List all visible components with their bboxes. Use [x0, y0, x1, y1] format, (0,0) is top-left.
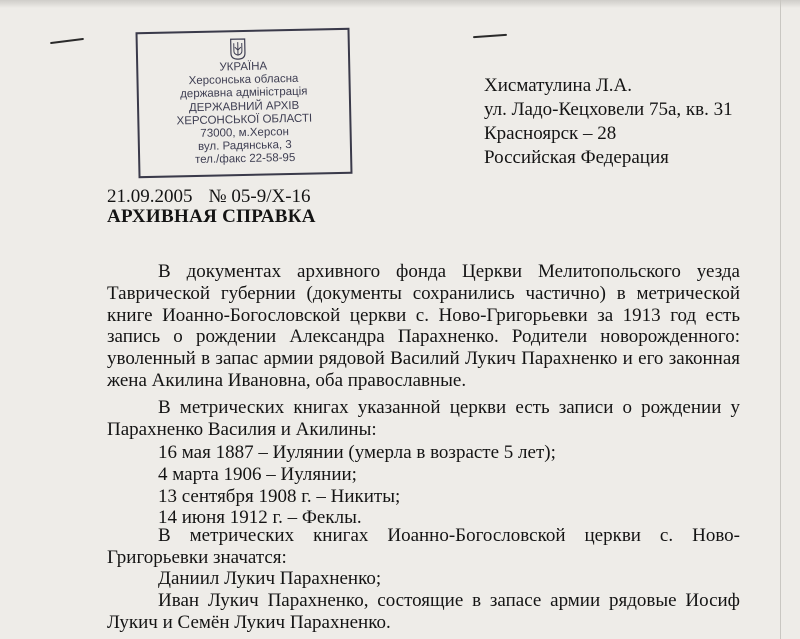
addressee-city: Красноярск – 28: [484, 123, 617, 144]
document-number: № 05-9/Х-16: [208, 186, 311, 207]
paper-fold-line: [780, 0, 781, 639]
paragraph-1: [107, 261, 740, 392]
archive-stamp: [135, 28, 352, 178]
addressee-block: [484, 74, 733, 170]
paragraph-3: [107, 525, 740, 569]
stamp-line: ХЕРСОНСЬКОЇ ОБЛАСТІ: [176, 112, 313, 128]
paragraph-3-text: В метрических книгах Иоанно-Богословской церкви с. Ново-Григорьевки значатся:: [107, 525, 740, 568]
paragraph-4: [107, 590, 740, 634]
addressee-country: Российская Федерация: [484, 147, 669, 168]
paragraph-2-text: В метрических книгах указанной церкви есть записи о рождении у Парахненко Василия и Акилины:: [107, 397, 740, 440]
document-date: 21.09.2005: [107, 186, 193, 207]
stamp-line: УКРАЇНА: [219, 60, 268, 74]
pen-mark-right: [473, 34, 507, 38]
birth-record: 16 мая 1887 – Иулянии (умерла в возрасте 5 лет);: [158, 442, 556, 463]
paragraph-4-text: Иван Лукич Парахненко, состоящие в запасе армии рядовые Иосиф Лукич и Семён Лукич Парахненко.: [107, 590, 740, 633]
stamp-line: вул. Радянська, 3: [197, 139, 292, 154]
paragraph-1-text: В документах архивного фонда Церкви Мелитопольского уезда Таврической губернии (документы сохранились частично) в метрической книге Иоанно-Богословской церкви с. Ново-Григорьевки за 1913 год есть запись о рождении Александра Парахненко. Родители новорожденного: уволенный в запас армии рядовой Василий Лукич Парахненко и его законная жена Акилина Ивановна, оба православные.: [107, 261, 740, 391]
trident-emblem-icon: [229, 38, 247, 60]
stamp-line: ДЕРЖАВНИЙ АРХІВ: [188, 99, 300, 114]
birth-record: 13 сентября 1908 г. – Никиты;: [158, 486, 401, 507]
birth-record: 14 июня 1912 г. – Феклы.: [158, 507, 362, 528]
person-record: Даниил Лукич Парахненко;: [158, 568, 382, 589]
addressee-name: Хисматулина Л.А.: [484, 75, 632, 96]
scan-edge-shadow: [0, 0, 800, 8]
document-meta: [107, 186, 311, 208]
birth-record: 4 марта 1906 – Иулянии;: [158, 464, 357, 485]
stamp-line: державна адміністрація: [180, 86, 308, 101]
pen-mark-left: [50, 38, 84, 44]
document-title: АРХИВНАЯ СПРАВКА: [107, 206, 316, 227]
stamp-line: Херсонська обласна: [188, 73, 299, 88]
addressee-street: ул. Ладо-Кецховели 75а, кв. 31: [484, 99, 733, 120]
stamp-text: [138, 59, 350, 169]
stamp-line: тел./факс 22-58-95: [194, 152, 296, 167]
paragraph-2: [107, 397, 740, 441]
stamp-line: 73000, м.Херсон: [200, 126, 290, 140]
